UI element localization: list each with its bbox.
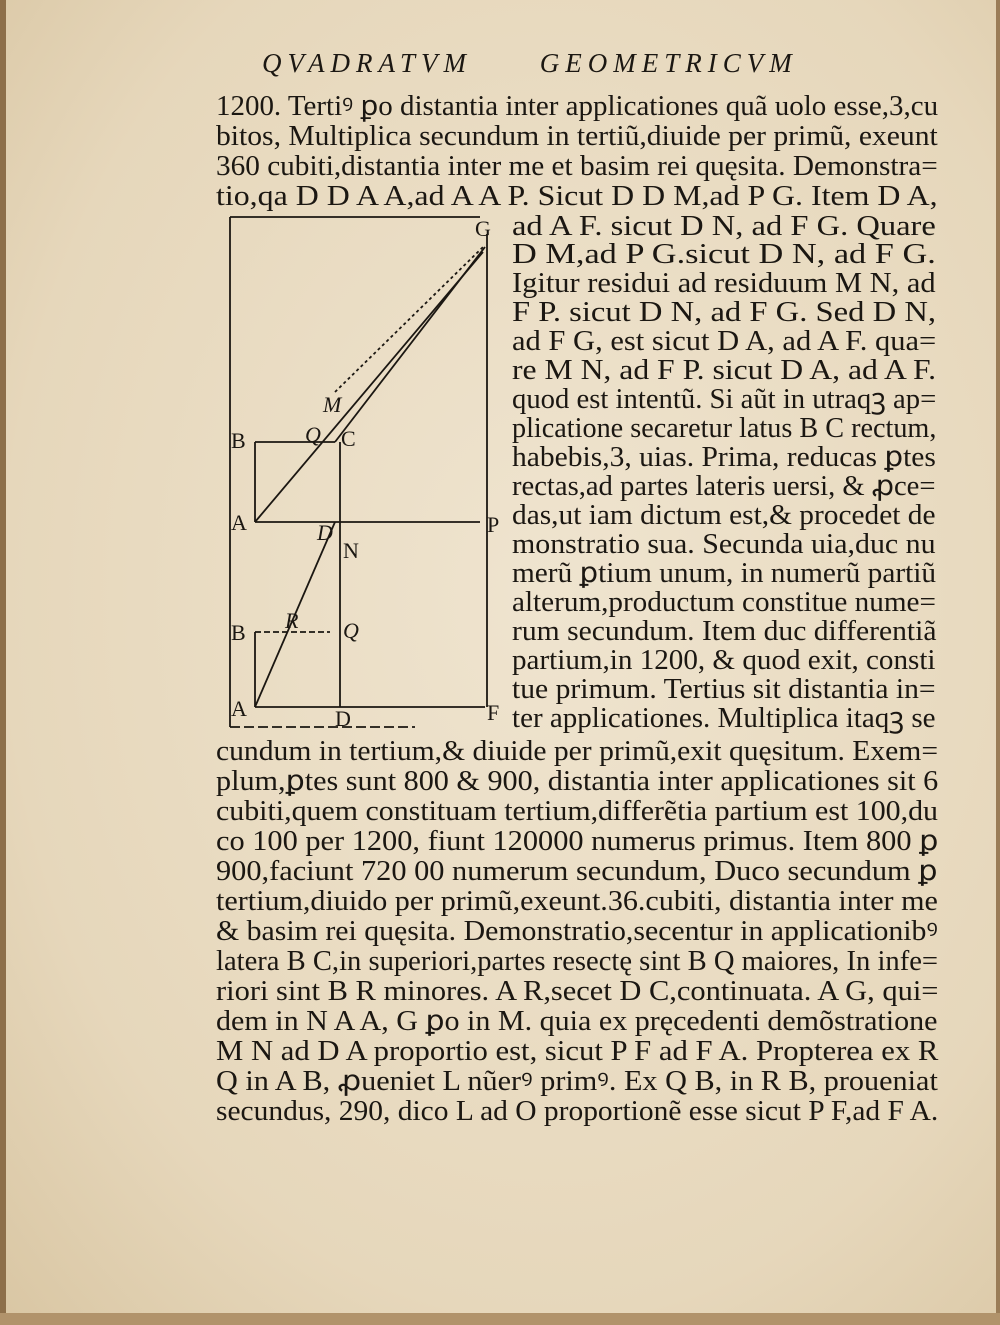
text-line: 360 cubiti,distantia inter me et basim rei quęsita. Demonstra= (216, 151, 938, 182)
label-a-lower: A (231, 696, 247, 721)
page-edge-right (996, 0, 1000, 1325)
geometric-figure (225, 212, 515, 742)
text-line: plicatione secaretur latus B C rectum, (512, 413, 937, 444)
text-line: cundum in tertium,& diuide per primũ,exit quęsitum. Exem= (216, 736, 939, 767)
text-line: dem in N A A, G ꝑo in M. quia ex pręcedenti demõstratione (216, 1006, 938, 1037)
text-line: re M N, ad F P. sicut D A, ad A F. (512, 355, 937, 386)
label-f: F (487, 700, 500, 725)
label-q-lower: Q (343, 618, 359, 643)
text-line: rum secundum. Item duc differentiã (512, 616, 937, 647)
text-line: das,ut iam dictum est,& procedet de (512, 500, 936, 531)
header-right: GEOMETRICVM (539, 48, 798, 78)
text-line: merũ ꝑtium unum, in numerũ partiũ (512, 558, 937, 589)
text-line: bitos, Multiplica secundum in tertiũ,diuide per primũ, exeunt (216, 121, 938, 152)
text-line: Igitur residui ad residuum M N, ad (512, 268, 936, 299)
label-c: C (341, 426, 356, 451)
text-line: Q in A B, ꝓueniet L nũerꝰ primꝰ. Ex Q B, in R B, proueniat (216, 1066, 938, 1097)
text-line: D M,ad P G.sicut D N, ad F G. (512, 239, 936, 270)
text-line: tio,qa D D A A,ad A A P. Sicut D D M,ad P G. Item D A, (216, 181, 938, 212)
text-line: ad A F. sicut D N, ad F G. Quare (512, 211, 936, 242)
text-line: habebis,3, uias. Prima, reducas ꝑtes (512, 442, 936, 473)
label-d-upper: D (317, 520, 333, 545)
label-n: N (343, 538, 359, 563)
label-a-upper: A (231, 510, 247, 535)
text-line: 900,faciunt 720 00 numerum secundum, Duco secundum ꝑ (216, 856, 938, 887)
text-line: partium,in 1200, & quod exit, consti (512, 645, 936, 676)
label-m: M (323, 392, 342, 417)
text-line: monstratio sua. Secunda uia,duc nu (512, 529, 936, 560)
text-line: tue primum. Tertius sit distantia in= (512, 674, 936, 705)
text-line: 1200. Tertiꝰ ꝑo distantia inter applicationes quã uolo esse,3,cu (216, 91, 939, 122)
text-line: ad F G, est sicut D A, ad A F. qua= (512, 326, 937, 357)
page-edge-left (0, 0, 6, 1325)
text-line: tertium,diuido per primũ,exeunt.36.cubiti, distantia inter me (216, 886, 938, 917)
text-line: secundus, 290, dico L ad O proportionẽ esse sicut P F,ad F A. (216, 1096, 939, 1127)
label-r: R (285, 608, 299, 633)
text-line: & basim rei quęsita. Demonstratio,secentur in applicationibꝰ (216, 916, 938, 947)
text-line: co 100 per 1200, fiunt 120000 numerus primus. Item 800 ꝑ (216, 826, 939, 857)
label-b-lower: B (231, 620, 246, 645)
figure-labels (231, 216, 499, 731)
text-line: latera B C,in superiori,partes resectę sint B Q maiores, In infe= (216, 946, 939, 977)
text-line: cubiti,quem constituam tertium,differẽtia partium est 100,du (216, 796, 938, 827)
text-line: plum,ꝑtes sunt 800 & 900, distantia inter applicationes sit 6 (216, 766, 939, 797)
text-line: M N ad D A proportio est, sicut P F ad F A. Propterea ex R (216, 1036, 939, 1067)
text-line: rectas,ad partes lateris uersi, & ꝓce= (512, 471, 936, 502)
text-line: ter applicationes. Multiplica itaqꝫ se (512, 703, 936, 734)
label-b-upper: B (231, 428, 246, 453)
running-header (262, 48, 842, 79)
text-line: riori sint B R minores. A R,secet D C,continuata. A G, qui= (216, 976, 939, 1007)
label-p: P (487, 512, 500, 537)
label-q-upper: Q (305, 422, 321, 447)
page-edge-bottom (0, 1313, 1000, 1325)
text-line: F P. sicut D N, ad F G. Sed D N, (512, 297, 937, 328)
text-line: alterum,productum constitue nume= (512, 587, 936, 618)
text-line: quod est intentũ. Si aũt in utraqꝫ ap= (512, 384, 937, 415)
label-d-lower: D (335, 706, 351, 731)
label-g: G (475, 216, 491, 241)
header-left: QVADRATVM (262, 48, 472, 78)
